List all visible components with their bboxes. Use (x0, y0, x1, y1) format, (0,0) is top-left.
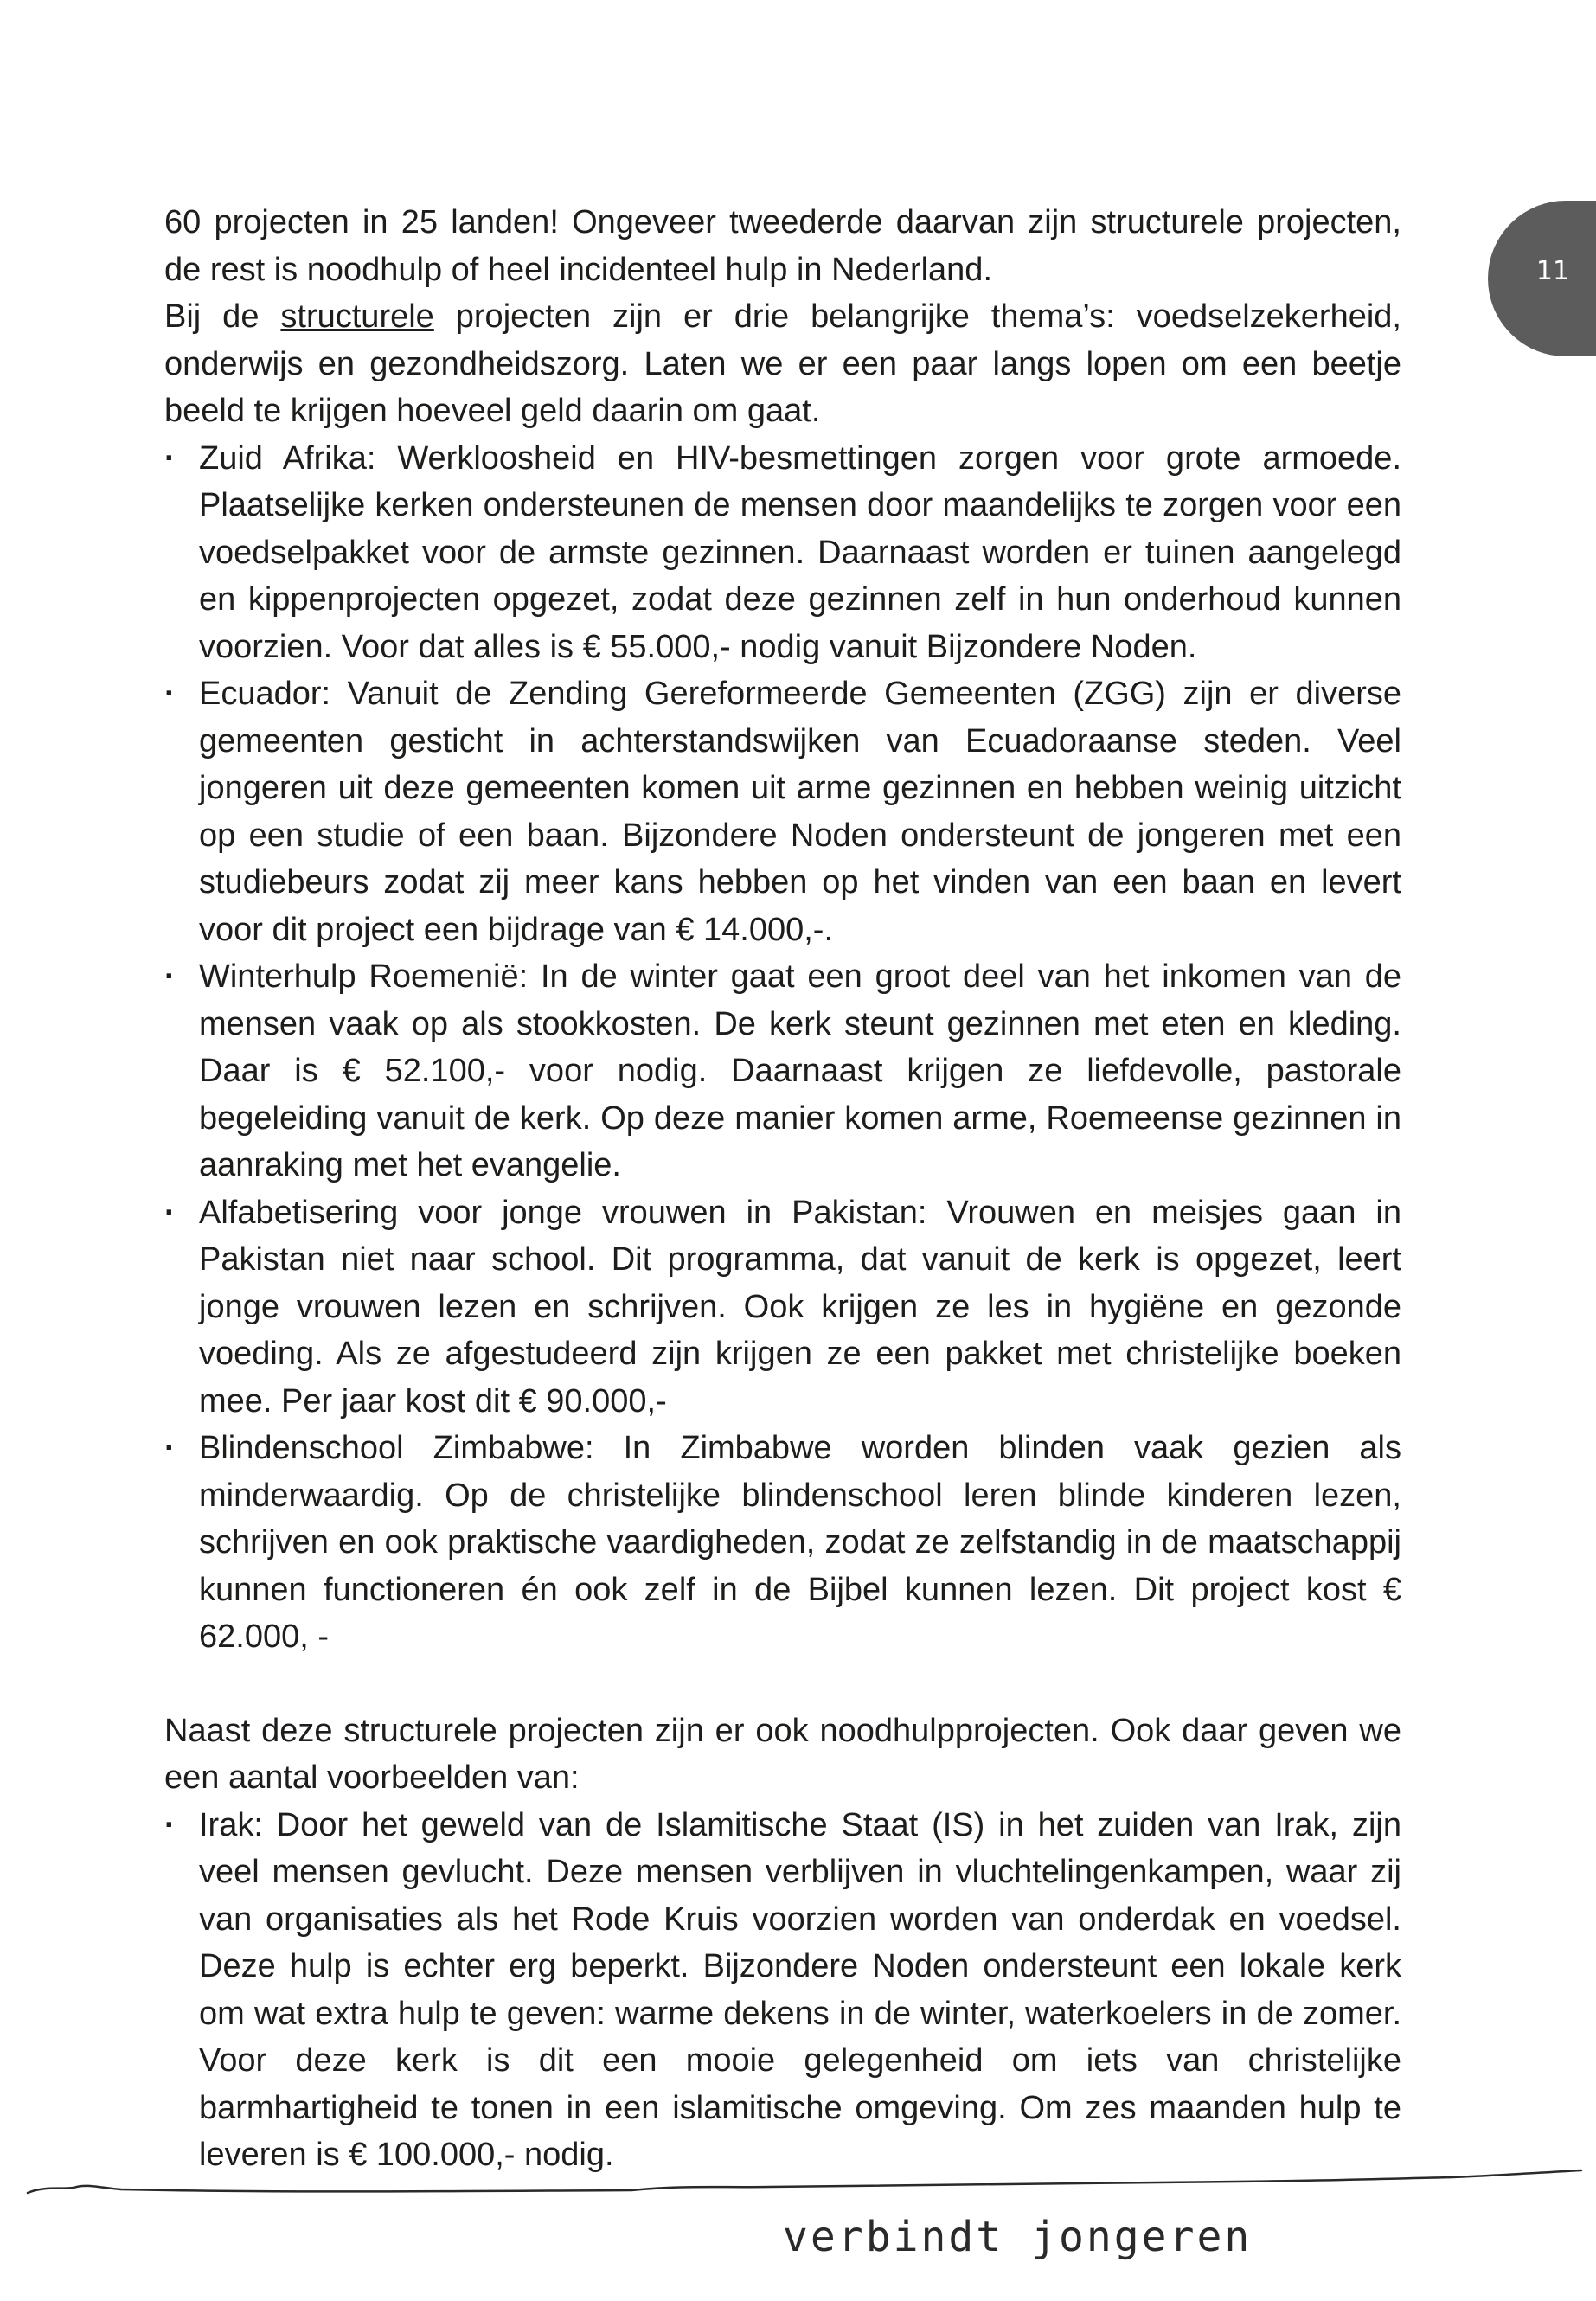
structurele-underlined: structurele (280, 298, 434, 335)
emergency-projects-list (164, 1802, 1401, 2179)
structural-projects-list (164, 435, 1401, 1661)
list-item: · Blindenschool Zimbabwe: In Zimbabwe worden blinden vaak gezien als minderwaardig. Op de christelijke blindenschool leren blinde kinderen lezen, schrijven en ook praktische vaardigheden, zodat ze zelfstandig in de maatschappij kunnen functioneren én ook zelf in de Bijbel kunnen lezen. Dit project kost € 62.000, - (164, 1425, 1401, 1661)
intro-paragraph (164, 199, 1401, 435)
hand-drawn-divider (26, 2167, 1583, 2202)
emergency-intro: Naast deze structurele projecten zijn er ook noodhulpprojecten. Ook daar geven we een aantal voorbeelden van: (164, 1712, 1401, 1796)
intro-line-2-post: projecten zijn er drie belangrijke thema’s: voedselzekerheid, onderwijs en gezondheidszorg. Laten we er een paar langs lopen om een beetje beeld te krijgen hoeveel geld daarin om gaat. (164, 298, 1401, 429)
list-item: · Ecuador: Vanuit de Zending Gereformeerde Gemeenten (ZGG) zijn er diverse gemeenten gesticht in achterstandswijken van Ecuadoraanse steden. Veel jongeren uit deze gemeenten komen uit arme gezinnen en hebben weinig uitzicht op een studie of een baan. Bijzondere Noden ondersteunt de jongeren met een studiebeurs zodat zij meer kans hebben op het vinden van een baan en levert voor dit project een bijdrage van € 14.000,-. (164, 670, 1401, 953)
page-number: 11 (1535, 256, 1570, 286)
list-item: · Irak: Door het geweld van de Islamitische Staat (IS) in het zuiden van Irak, zijn veel mensen gevlucht. Deze mensen verblijven in vluchtelingenkampen, waar zij van organisaties als het Rode Kruis voorzien worden van onderdak en voedsel. Deze hulp is echter erg beperkt. Bijzondere Noden ondersteunt een lokale kerk om wat extra hulp te geven: warme dekens in de winter, waterkoelers in de zomer. Voor deze kerk is dit een mooie gelegenheid om iets van christelijke barmhartigheid te tonen in een islamitische omgeving. Om zes maanden hulp te leveren is € 100.000,- nodig. (164, 1802, 1401, 2179)
list-item: · Winterhulp Roemenië: In de winter gaat een groot deel van het inkomen van de mensen vaak op als stookkosten. De kerk steunt gezinnen met eten en kleding. Daar is € 52.100,- voor nodig. Daarnaast krijgen ze liefdevolle, pastorale begeleiding vanuit de kerk. Op deze manier komen arme, Roemeense gezinnen in aanraking met het evangelie. (164, 953, 1401, 1189)
article-body (164, 199, 1401, 2179)
list-item: · Alfabetisering voor jonge vrouwen in Pakistan: Vrouwen en meisjes gaan in Pakistan niet naar school. Dit programma, dat vanuit de kerk is opgezet, leert jonge vrouwen lezen en schrijven. Ook krijgen ze les in hygiëne en gezonde voeding. Als ze afgestudeerd zijn krijgen ze een pakket met christelijke boeken mee. Per jaar kost dit € 90.000,- (164, 1189, 1401, 1426)
intro-line-2-pre: Bij de (164, 298, 260, 335)
paragraph-gap (164, 1661, 1401, 1708)
tagline: verbindt jongeren (783, 2213, 1253, 2261)
list-item: · Zuid Afrika: Werkloosheid en HIV-besmettingen zorgen voor grote armoede. Plaatselijke kerken ondersteunen de mensen door maandelijks te zorgen voor een voedselpakket voor de armste gezinnen. Daarnaast worden er tuinen aangelegd en kippenprojecten opgezet, zodat deze gezinnen zelf in hun onderhoud kunnen voorzien. Voor dat alles is € 55.000,- nodig vanuit Bijzondere Noden. (164, 435, 1401, 671)
intro-line-1: 60 projecten in 25 landen! Ongeveer tweederde daarvan zijn structurele projecten, de rest is noodhulp of heel incidenteel hulp in Nederland. (164, 204, 1401, 288)
